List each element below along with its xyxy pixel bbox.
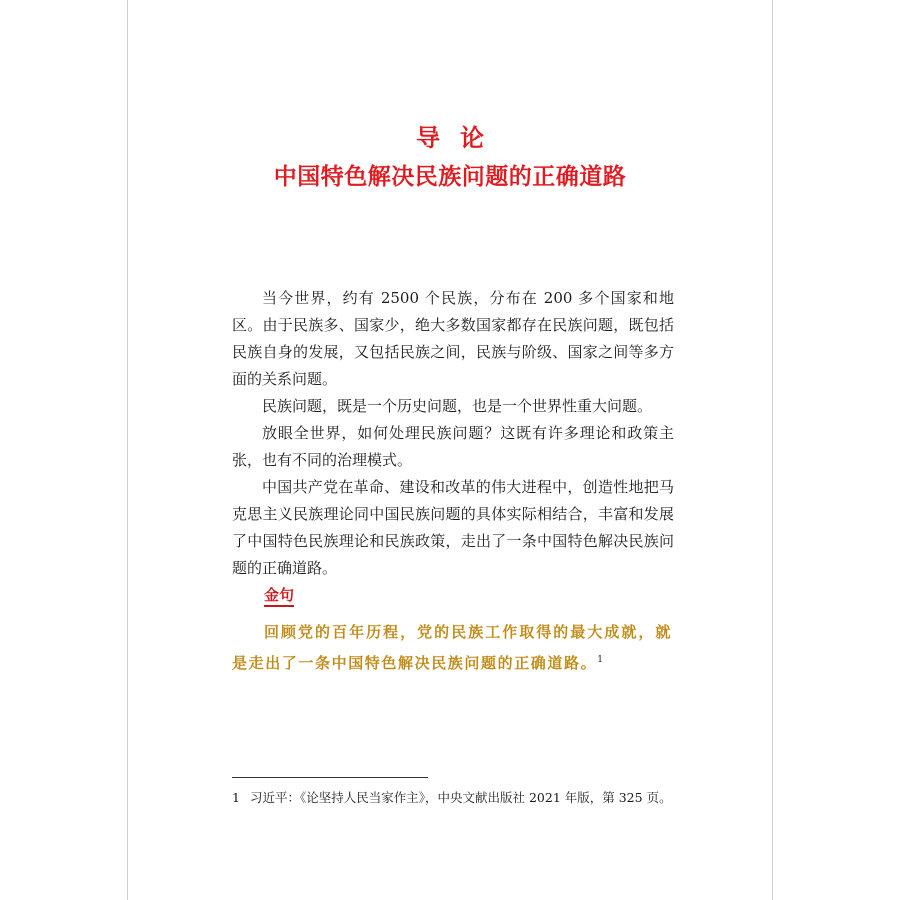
paragraph: 放眼全世界，如何处理民族问题？这既有许多理论和政策主张，也有不同的治理模式。 [232,424,674,469]
footnote-divider [232,777,428,778]
golden-quote-tag: 金句 [264,586,294,607]
footnote-number: 1 [232,790,240,805]
section-label: 导论 [416,124,504,152]
footnote-text: 习近平：《论坚持人民当家作主》，中央文献出版社 2021 年版，第 325 页。 [250,790,672,805]
footnote-reference[interactable]: 1 [597,655,603,665]
quote-text: 回顾党的百年历程，党的民族工作取得的最大成就，就是走出了一条中国特色解决民族问题的正确道路。 [232,623,672,672]
paragraph: 民族问题，既是一个历史问题，也是一个世界性重大问题。 [262,397,653,415]
footnote [232,789,682,807]
body-text [232,285,674,582]
golden-quote [232,618,672,677]
paragraph: 当今世界，约有 2500 个民族，分布在 200 多个国家和地区。由于民族多、国家少，绝大多数国家都存在民族问题，既包括民族自身的发展，又包括民族之间，民族与阶级、国家之间等多方面的关系问题。 [232,289,674,388]
page-title: 中国特色解决民族问题的正确道路 [273,164,627,190]
book-page [127,0,773,900]
paragraph: 中国共产党在革命、建设和改革的伟大进程中，创造性地把马克思主义民族理论同中国民族问题的具体实际相结合，丰富和发展了中国特色民族理论和民族政策，走出了一条中国特色解决民族问题的正确道路。 [232,478,674,577]
